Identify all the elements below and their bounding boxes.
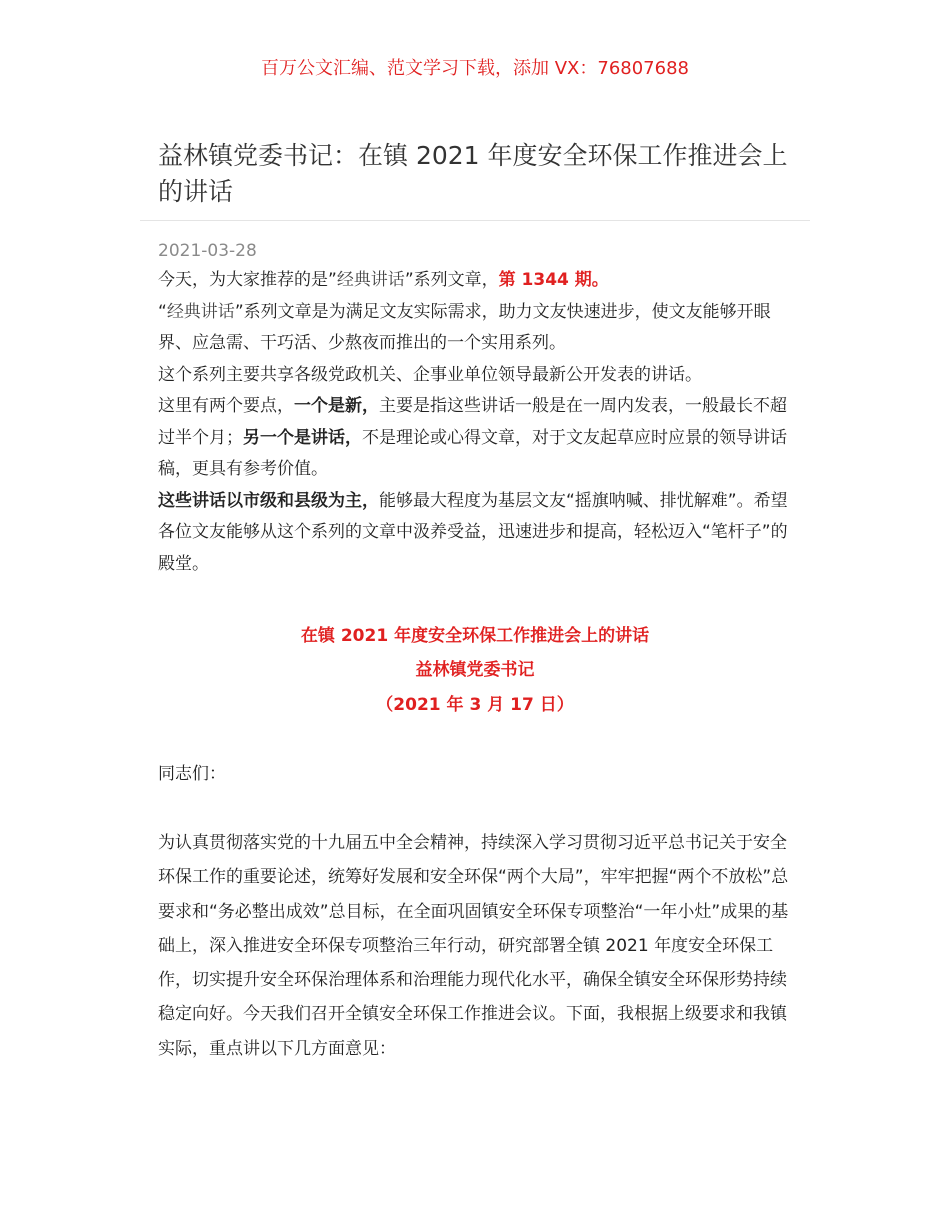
series-name: 经典讲话 (336, 270, 405, 290)
speech-paragraph: 为认真贯彻落实党的十九届五中全会精神，持续深入学习贯彻习近平总书记关于安全环保工作的重要论述，统筹好发展和安全环保“两个大局”，牢牢把握“两个不放松”总要求和“务必整出成效”总目标，在全面巩固镇安全环保专项整治“一年小灶”成果的基础上，深入推进安全环保专项整治三年行动，研究部署全镇 2021 年度安全环保工作，切实提升安全环保治理体系和治理能力现代化水平，确保全镇安全环保形势持续稳定向好。今天我们召开全镇安全环保工作推进会议。下面，我根据上级要求和我镇实际，重点讲以下几方面意见： (158, 833, 789, 1059)
intro-text: “ (158, 301, 167, 322)
title-divider (140, 220, 810, 221)
article-title: 益林镇党委书记：在镇 2021 年度安全环保工作推进会上的讲话 (158, 141, 788, 206)
intro-text: 不是理论或心得文章，对于文友起草应时应景的领导讲话稿，更具有参考价值。 (158, 427, 787, 479)
bold-point: 一个是新， (294, 396, 379, 416)
intro-text: 能够最大程度为基层文友“摇旗呐喊、排忧解难”。希望各位文友能够从这个系列的文章中汲养受益，迅速进步和提高，轻松迈入“笔杆子”的殿堂。 (158, 490, 788, 574)
series-intro (158, 265, 794, 580)
bold-point: 这些讲话以市级和县级为主， (158, 490, 379, 511)
intro-text: ”系列文章， (404, 270, 499, 290)
series-name: 经典讲话 (166, 301, 235, 322)
intro-text: 主要是指这些讲话一般是在一周内发表，一般最长不超过半个月； (158, 396, 787, 448)
intro-text: ”系列文章是为满足文友实际需求，助力文友快速进步，使文友能够开眼界、应急需、干巧活、少熬夜而推出的一个实用系列。 (158, 301, 771, 353)
intro-text: 这里有两个要点， (158, 396, 294, 416)
promo-banner: 百万公文汇编、范文学习下载，添加 VX：76807688 (261, 58, 689, 79)
intro-paragraph (158, 486, 794, 581)
intro-text: 今天，为大家推荐的是” (158, 270, 337, 290)
salutation: 同志们： (158, 764, 226, 784)
speech-speaker: 益林镇党委书记 (415, 660, 535, 680)
bold-point: 另一个是讲话， (243, 427, 362, 448)
intro-paragraph (158, 265, 794, 297)
speech-heading: 在镇 2021 年度安全环保工作推进会上的讲话 (300, 626, 650, 646)
issue-number: 第 1344 期。 (498, 270, 609, 290)
intro-paragraph (158, 391, 794, 486)
intro-paragraph: 这个系列主要共享各级党政机关、企事业单位领导最新公开发表的讲话。 (158, 364, 702, 385)
intro-paragraph (158, 297, 794, 360)
speech-date: （2021 年 3 月 17 日） (376, 695, 574, 715)
publish-date: 2021-03-28 (158, 241, 257, 261)
